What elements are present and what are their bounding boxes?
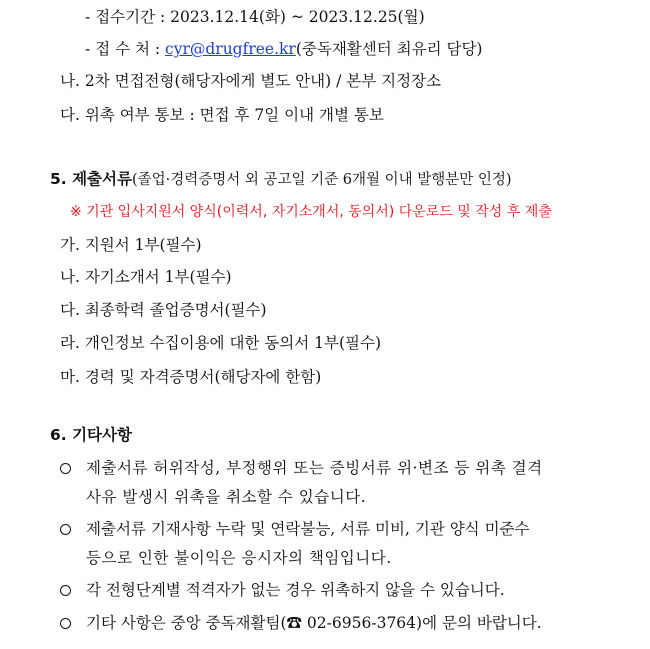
item-na-text: 나. 2차 면접전형(해당자에게 별도 안내) / 본부 지정장소 [60, 72, 442, 90]
period-label: - 접수기간 : [85, 8, 171, 26]
section5-item-ma: 마. 경력 및 자격증명서(해당자에 한함) [60, 368, 322, 386]
section5-notice: ※ 기관 입사지원서 양식(이력서, 자기소개서, 동의서) 다운로드 및 작성 후 제출 [70, 204, 552, 220]
bullet-circle-icon [60, 524, 71, 535]
contact-rest: (중독재활센터 최유리 담당) [295, 40, 483, 58]
contact-email-link[interactable]: cyr@drugfree.kr [165, 40, 296, 58]
section5-heading [50, 168, 512, 191]
period-value: 2023.12.14(화) ~ 2023.12.25(월) [170, 8, 425, 26]
contact-line [85, 38, 482, 60]
bullet4-text: 기타 사항은 중앙 중독재활팀(☎ 02-6956-3764)에 문의 바랍니다. [86, 614, 542, 632]
bullet-circle-icon [60, 585, 71, 596]
bullet2-line1: 제출서류 기재사항 누락 및 연락불능, 서류 미비, 기관 양식 미준수 [86, 520, 530, 538]
item-da-text: 다. 위촉 여부 통보 : 면접 후 7일 이내 개별 통보 [60, 106, 384, 124]
section5-item-ra: 라. 개인정보 수집이용에 대한 동의서 1부(필수) [60, 334, 382, 352]
bullet3-text: 각 전형단계별 적격자가 없는 경우 위촉하지 않을 수 있습니다. [86, 581, 505, 599]
bullet-circle-icon [60, 463, 71, 474]
section5-item-da: 다. 최종학력 졸업증명서(필수) [60, 301, 267, 319]
section5-item-na: 나. 자기소개서 1부(필수) [60, 268, 232, 286]
bullet-circle-icon [60, 618, 71, 629]
bullet2-line2: 등으로 인한 불이익은 응시자의 책임입니다. [86, 549, 392, 567]
section6-title: 6. 기타사항 [50, 426, 132, 444]
section5-title: 5. 제출서류 [50, 170, 132, 188]
contact-label: - 접 수 처 : [85, 40, 166, 58]
bullet1-line1: 제출서류 허위작성, 부정행위 또는 증빙서류 위·변조 등 위촉 결격 [86, 459, 543, 477]
period-line [85, 6, 425, 28]
section5-item-ga: 가. 지원서 1부(필수) [60, 236, 202, 254]
section5-subtitle: (졸업·경력증명서 외 공고일 기준 6개월 이내 발행분만 인정) [131, 172, 512, 188]
bullet1-line2: 사유 발생시 위촉을 취소할 수 있습니다. [86, 488, 367, 506]
